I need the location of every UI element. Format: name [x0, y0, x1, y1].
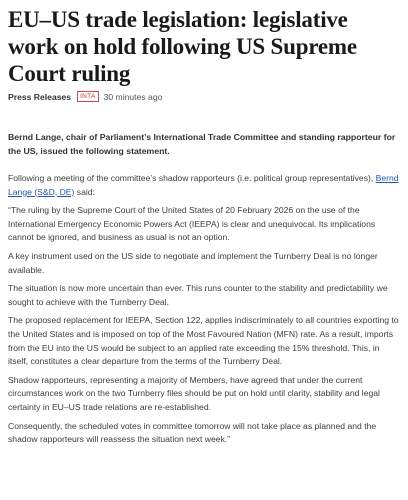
statement-paragraph: The proposed replacement for IEEPA, Section 122, applies indiscriminately to all countries exporting to the United States and is imposed on top of the Most Favoured Nation (MFN) rate. As a result, imports from the EU into the US would be subject to an applied rate exceeding the 15% threshold. This, in itself, constitutes a clear departure from the terms of the Turnberry Deal. [8, 315, 399, 367]
category-label[interactable]: Press Releases [8, 91, 72, 102]
statement-paragraph: Consequently, the scheduled votes in committee tomorrow will not take place as planned and the shadow rapporteurs will reassess the situation next week.” [8, 420, 377, 445]
committee-badge[interactable]: INTA [77, 91, 99, 102]
intro-paragraph [8, 172, 400, 199]
timestamp: 30 minutes ago [103, 91, 163, 102]
mep-link[interactable]: Bernd Lange (S&D, DE) [8, 173, 399, 197]
intro-text: Following a meeting of the committee’s shadow rapporteurs (i.e. political group representatives), [8, 173, 374, 183]
statement-paragraph: A key instrument used on the US side to negotiate and implement the Turnberry Deal is no longer available. [8, 250, 378, 275]
statement-paragraph: The situation is now more uncertain than ever. This runs counter to the stability and predictability we sought to achieve with the Turnberry Deal. [8, 283, 388, 307]
intro-suffix: said: [74, 186, 95, 197]
article-lead: Bernd Lange, chair of Parliament’s International Trade Committee and standing rapporteur for the US, issued the following statement. [8, 132, 396, 156]
article-meta [8, 91, 400, 102]
article-title: EU–US trade legislation: legislative work on hold following US Supreme Court ruling [8, 7, 357, 86]
statement-paragraph: “The ruling by the Supreme Court of the United States of 20 February 2026 on the use of the International Emergency Economic Powers Act (IEEPA) is clear and unequivocal. Its implications cannot be ignored, and business as usual is not an option. [8, 205, 376, 243]
statement-paragraph: Shadow rapporteurs, representing a majority of Members, have agreed that under the current circumstances work on the two Turnberry files should be put on hold until clarity, stability and legal certainty in EU–US trade relations are re-established. [8, 374, 380, 412]
